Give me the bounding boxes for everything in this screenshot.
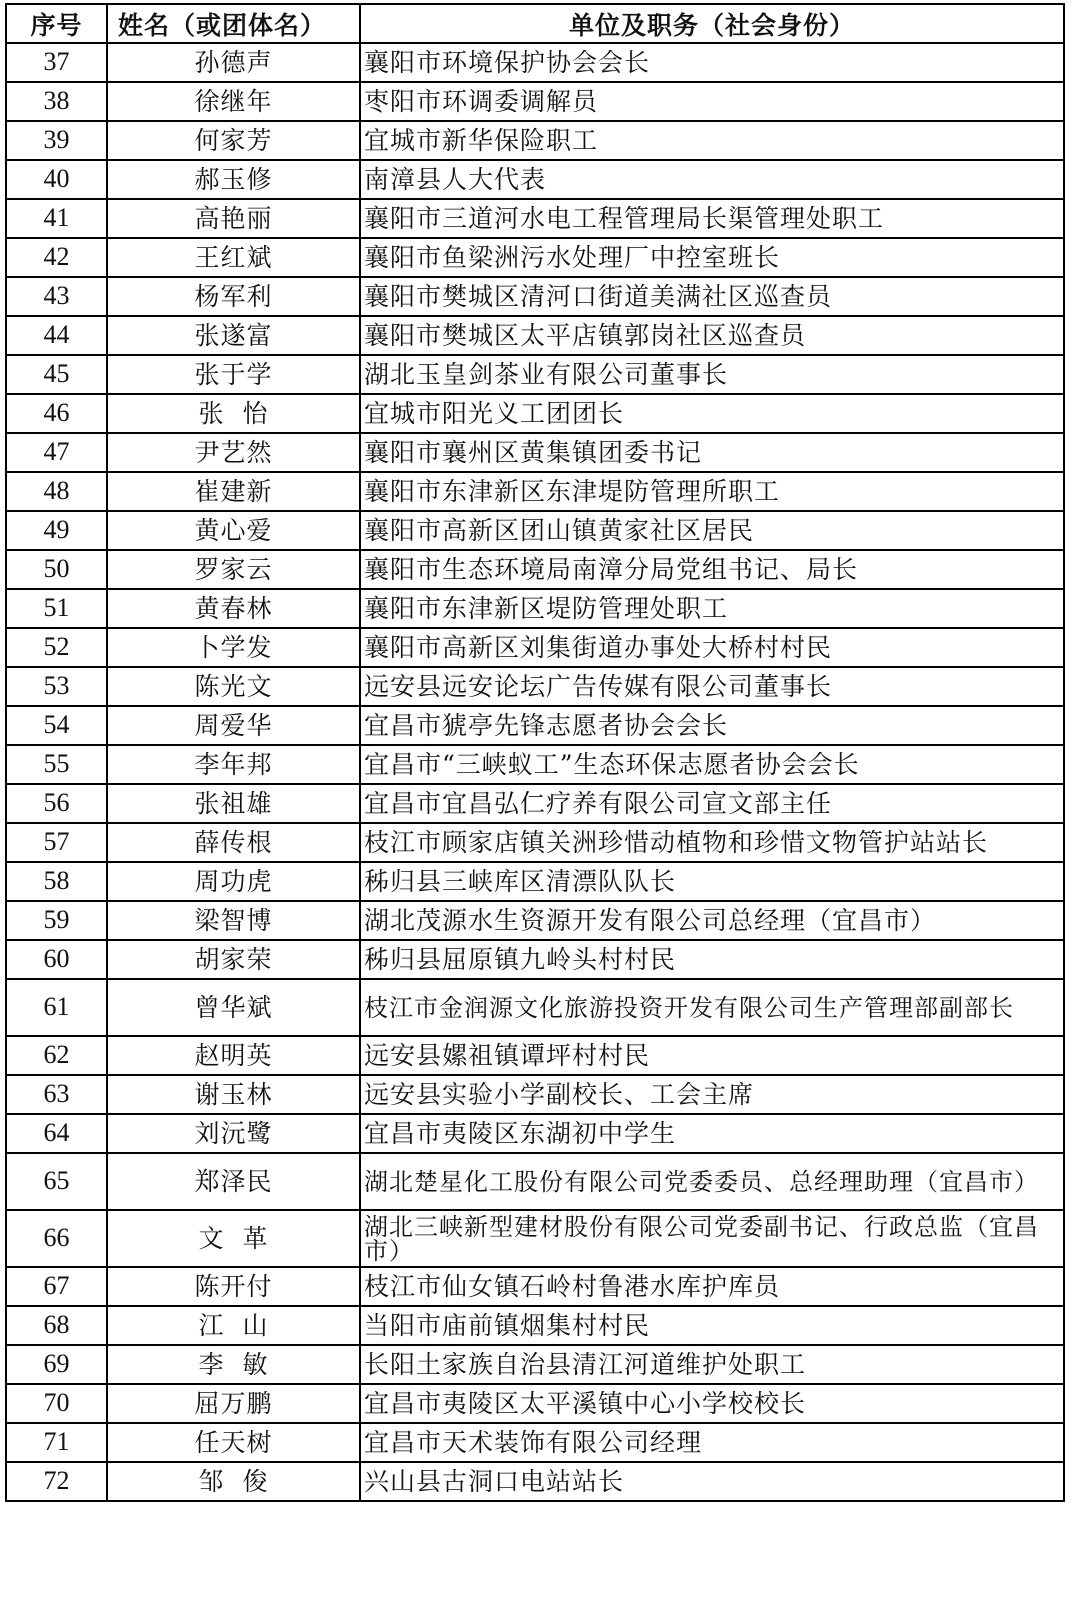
header-unit: 单位及职务（社会身份） (360, 4, 1064, 43)
unit-and-position: 远安县实验小学副校长、工会主席 (360, 1075, 1064, 1114)
row-number: 37 (6, 43, 107, 82)
table-row (6, 121, 1064, 160)
row-number: 40 (6, 160, 107, 199)
row-number: 38 (6, 82, 107, 121)
row-number: 65 (6, 1153, 107, 1210)
table-row (6, 316, 1064, 355)
person-name: 高艳丽 (107, 199, 360, 238)
unit-and-position: 南漳县人大代表 (360, 160, 1064, 199)
unit-and-position: 宜昌市天术装饰有限公司经理 (360, 1423, 1064, 1462)
row-number: 70 (6, 1384, 107, 1423)
unit-and-position: 宜昌市猇亭先锋志愿者协会会长 (360, 706, 1064, 745)
person-name: 梁智博 (107, 901, 360, 940)
row-number: 47 (6, 433, 107, 472)
row-number: 67 (6, 1267, 107, 1306)
table-row (6, 1345, 1064, 1384)
person-name: 赵明英 (107, 1036, 360, 1075)
row-number: 51 (6, 589, 107, 628)
table-row (6, 706, 1064, 745)
person-name: 崔建新 (107, 472, 360, 511)
person-name: 周功虎 (107, 862, 360, 901)
person-name: 曾华斌 (107, 979, 360, 1036)
person-name: 周爱华 (107, 706, 360, 745)
row-number: 62 (6, 1036, 107, 1075)
table-row (6, 862, 1064, 901)
table-row (6, 1153, 1064, 1210)
person-name: 张祖雄 (107, 784, 360, 823)
unit-and-position: 湖北茂源水生资源开发有限公司总经理（宜昌市） (360, 901, 1064, 940)
row-number: 52 (6, 628, 107, 667)
unit-and-position: 宜昌市“三峡蚁工”生态环保志愿者协会会长 (360, 745, 1064, 784)
table-row (6, 238, 1064, 277)
unit-and-position: 襄阳市高新区刘集街道办事处大桥村村民 (360, 628, 1064, 667)
person-name: 江 山 (107, 1306, 360, 1345)
row-number: 53 (6, 667, 107, 706)
person-name: 卜学发 (107, 628, 360, 667)
table-row (6, 472, 1064, 511)
unit-and-position: 襄阳市高新区团山镇黄家社区居民 (360, 511, 1064, 550)
unit-and-position: 秭归县屈原镇九岭头村村民 (360, 940, 1064, 979)
unit-and-position: 襄阳市生态环境局南漳分局党组书记、局长 (360, 550, 1064, 589)
unit-and-position: 宜昌市夷陵区太平溪镇中心小学校校长 (360, 1384, 1064, 1423)
row-number: 63 (6, 1075, 107, 1114)
table-row (6, 277, 1064, 316)
unit-and-position: 宜城市阳光义工团团长 (360, 394, 1064, 433)
table-body (6, 43, 1064, 1501)
row-number: 48 (6, 472, 107, 511)
person-name: 任天树 (107, 1423, 360, 1462)
row-number: 43 (6, 277, 107, 316)
person-name: 张遂富 (107, 316, 360, 355)
table-row (6, 1036, 1064, 1075)
row-number: 57 (6, 823, 107, 862)
row-number: 72 (6, 1462, 107, 1501)
person-name: 胡家荣 (107, 940, 360, 979)
row-number: 42 (6, 238, 107, 277)
table-row (6, 160, 1064, 199)
roster-table (5, 3, 1065, 1502)
unit-and-position: 枝江市仙女镇石岭村鲁港水库护库员 (360, 1267, 1064, 1306)
table-row (6, 901, 1064, 940)
unit-and-position: 湖北楚星化工股份有限公司党委委员、总经理助理（宜昌市） (360, 1153, 1064, 1210)
person-name: 孙德声 (107, 43, 360, 82)
unit-and-position: 襄阳市襄州区黄集镇团委书记 (360, 433, 1064, 472)
person-name: 李 敏 (107, 1345, 360, 1384)
unit-and-position: 襄阳市樊城区清河口街道美满社区巡查员 (360, 277, 1064, 316)
row-number: 39 (6, 121, 107, 160)
row-number: 69 (6, 1345, 107, 1384)
header-number: 序号 (6, 4, 107, 43)
row-number: 59 (6, 901, 107, 940)
table-row (6, 628, 1064, 667)
table-row (6, 979, 1064, 1036)
person-name: 郑泽民 (107, 1153, 360, 1210)
row-number: 56 (6, 784, 107, 823)
person-name: 徐继年 (107, 82, 360, 121)
unit-and-position: 襄阳市三道河水电工程管理局长渠管理处职工 (360, 199, 1064, 238)
row-number: 44 (6, 316, 107, 355)
row-number: 46 (6, 394, 107, 433)
table-row (6, 1462, 1064, 1501)
table-row (6, 1114, 1064, 1153)
row-number: 49 (6, 511, 107, 550)
person-name: 屈万鹏 (107, 1384, 360, 1423)
table-row (6, 43, 1064, 82)
row-number: 64 (6, 1114, 107, 1153)
table-row (6, 550, 1064, 589)
table-row (6, 1210, 1064, 1267)
row-number: 71 (6, 1423, 107, 1462)
unit-and-position: 襄阳市东津新区堤防管理处职工 (360, 589, 1064, 628)
person-name: 罗家云 (107, 550, 360, 589)
person-name: 何家芳 (107, 121, 360, 160)
table-row (6, 433, 1064, 472)
unit-and-position: 兴山县古洞口电站站长 (360, 1462, 1064, 1501)
person-name: 王红斌 (107, 238, 360, 277)
person-name: 李年邦 (107, 745, 360, 784)
person-name: 邹 俊 (107, 1462, 360, 1501)
person-name: 张 怡 (107, 394, 360, 433)
table-row (6, 394, 1064, 433)
person-name: 薛传根 (107, 823, 360, 862)
unit-and-position: 襄阳市东津新区东津堤防管理所职工 (360, 472, 1064, 511)
unit-and-position: 当阳市庙前镇烟集村村民 (360, 1306, 1064, 1345)
table-row (6, 784, 1064, 823)
row-number: 58 (6, 862, 107, 901)
table-header (6, 4, 1064, 43)
row-number: 54 (6, 706, 107, 745)
table-row (6, 82, 1064, 121)
person-name: 陈开付 (107, 1267, 360, 1306)
table-row (6, 1267, 1064, 1306)
person-name: 郝玉修 (107, 160, 360, 199)
unit-and-position: 襄阳市环境保护协会会长 (360, 43, 1064, 82)
person-name: 谢玉林 (107, 1075, 360, 1114)
table-row (6, 1075, 1064, 1114)
row-number: 61 (6, 979, 107, 1036)
table-row (6, 199, 1064, 238)
row-number: 55 (6, 745, 107, 784)
unit-and-position: 长阳土家族自治县清江河道维护处职工 (360, 1345, 1064, 1384)
unit-and-position: 枝江市顾家店镇关洲珍惜动植物和珍惜文物管护站站长 (360, 823, 1064, 862)
unit-and-position: 宜城市新华保险职工 (360, 121, 1064, 160)
row-number: 41 (6, 199, 107, 238)
person-name: 黄心爱 (107, 511, 360, 550)
unit-and-position: 襄阳市樊城区太平店镇郭岗社区巡查员 (360, 316, 1064, 355)
person-name: 尹艺然 (107, 433, 360, 472)
person-name: 刘沅鹭 (107, 1114, 360, 1153)
unit-and-position: 襄阳市鱼梁洲污水处理厂中控室班长 (360, 238, 1064, 277)
person-name: 文 革 (107, 1210, 360, 1267)
table-row (6, 355, 1064, 394)
row-number: 66 (6, 1210, 107, 1267)
person-name: 杨军利 (107, 277, 360, 316)
table-row (6, 1384, 1064, 1423)
table-row (6, 667, 1064, 706)
unit-and-position: 秭归县三峡库区清漂队队长 (360, 862, 1064, 901)
unit-and-position: 枝江市金润源文化旅游投资开发有限公司生产管理部副部长 (360, 979, 1064, 1036)
unit-and-position: 远安县嫘祖镇谭坪村村民 (360, 1036, 1064, 1075)
table-row (6, 745, 1064, 784)
person-name: 陈光文 (107, 667, 360, 706)
table-row (6, 511, 1064, 550)
table-row (6, 1423, 1064, 1462)
unit-and-position: 宜昌市宜昌弘仁疗养有限公司宣文部主任 (360, 784, 1064, 823)
row-number: 50 (6, 550, 107, 589)
row-number: 45 (6, 355, 107, 394)
header-row (6, 4, 1064, 43)
row-number: 60 (6, 940, 107, 979)
person-name: 黄春林 (107, 589, 360, 628)
unit-and-position: 远安县远安论坛广告传媒有限公司董事长 (360, 667, 1064, 706)
row-number: 68 (6, 1306, 107, 1345)
unit-and-position: 湖北三峡新型建材股份有限公司党委副书记、行政总监（宜昌市） (360, 1210, 1064, 1267)
person-name: 张于学 (107, 355, 360, 394)
unit-and-position: 枣阳市环调委调解员 (360, 82, 1064, 121)
table-row (6, 940, 1064, 979)
table-row (6, 589, 1064, 628)
unit-and-position: 湖北玉皇剑茶业有限公司董事长 (360, 355, 1064, 394)
unit-and-position: 宜昌市夷陵区东湖初中学生 (360, 1114, 1064, 1153)
header-name: 姓名（或团体名） (107, 4, 360, 43)
table-row (6, 823, 1064, 862)
table-row (6, 1306, 1064, 1345)
